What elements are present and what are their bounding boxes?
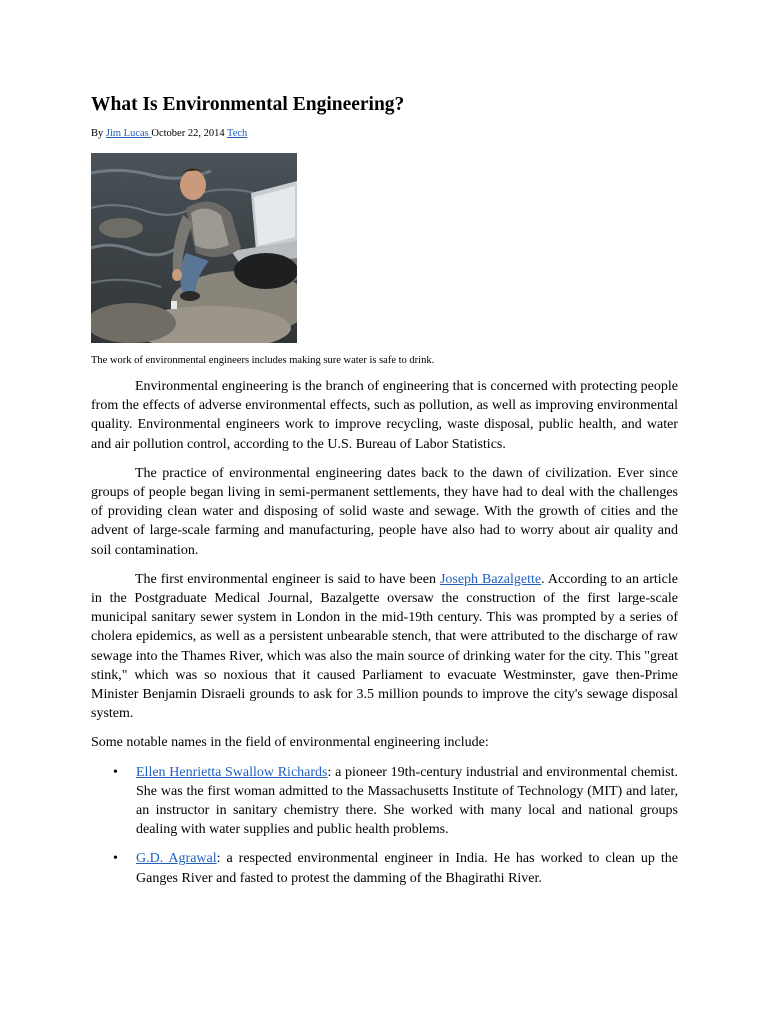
paragraph-3-text-a: The first environmental engineer is said to have been (135, 571, 440, 587)
list-item (91, 763, 678, 840)
list-item (91, 849, 678, 887)
paragraph-1: Environmental engineering is the branch of engineering that is concerned with protecting people from the effects of adverse environmental effects, such as pollution, as well as improving environmental quality. Environmental engineers work to improve recycling, waste disposal, public health, and water and air pollution control, according to the U.S. Bureau of Labor Statistics. (91, 379, 678, 452)
paragraph-4: Some notable names in the field of environmental engineering include: (91, 735, 489, 751)
paragraph-2: The practice of environmental engineering dates back to the dawn of civilization. Ever since groups of people began living in semi-permanent settlements, they have had to deal with the challenges of providing clean water and disposing of solid waste and sewage. With the growth of cities and the advent of large-scale farming and manufacturing, people have also had to worry about air quality and soil contamination. (91, 465, 678, 558)
notable-names-list (91, 763, 678, 888)
article-body (91, 377, 678, 898)
bullet-icon: • (113, 851, 118, 867)
bullet-icon: • (113, 764, 118, 780)
paragraph-3-text-b: . According to an article in the Postgraduate Medical Journal, Bazalgette oversaw the construction of the first large-scale municipal sanitary sewer system in London in the mid-19th century. This was prompted by a series of cholera epidemics, as well as a persistent unbearable stench, that were attributed to the discharge of raw sewage into the Thames River, which was also the main source of drinking water for the city. This "great stink," which was so noxious that it caused Parliament to evacuate Westminster, gave then-Prime Minister Benjamin Disraeli grounds to ask for 3.5 million pounds to improve the city's sewage disposal system. (91, 571, 678, 722)
gd-agrawal-link[interactable]: G.D. Agrawal (136, 851, 217, 867)
byline (91, 127, 247, 141)
paragraph-3 (91, 570, 678, 724)
category-link[interactable]: Tech (227, 128, 248, 139)
article-date: October 22, 2014 (151, 128, 228, 139)
joseph-bazalgette-link[interactable]: Joseph Bazalgette (439, 571, 542, 587)
engineer-water-photo (91, 153, 297, 343)
image-caption: The work of environmental engineers includes making sure water is safe to drink. (91, 355, 435, 366)
ellen-richards-link[interactable]: Ellen Henrietta Swallow Richards (136, 764, 328, 780)
author-link[interactable]: Jim Lucas (105, 128, 152, 139)
article-title: What Is Environmental Engineering? (91, 94, 405, 115)
list-item-text: : a respected environmental engineer in India. He has worked to clean up the Ganges River and fasted to protest the damming of the Bhagirathi River. (136, 851, 678, 886)
byline-prefix: By (91, 128, 106, 139)
list-item-text: : a pioneer 19th-century industrial and environmental chemist. She was the first woman admitted to the Massachusetts Institute of Technology (MIT) and later, an instructor in sanitary chemistry there. She worked with many local and national groups dealing with water supplies and public health problems. (136, 764, 678, 838)
article-photo (91, 153, 297, 343)
